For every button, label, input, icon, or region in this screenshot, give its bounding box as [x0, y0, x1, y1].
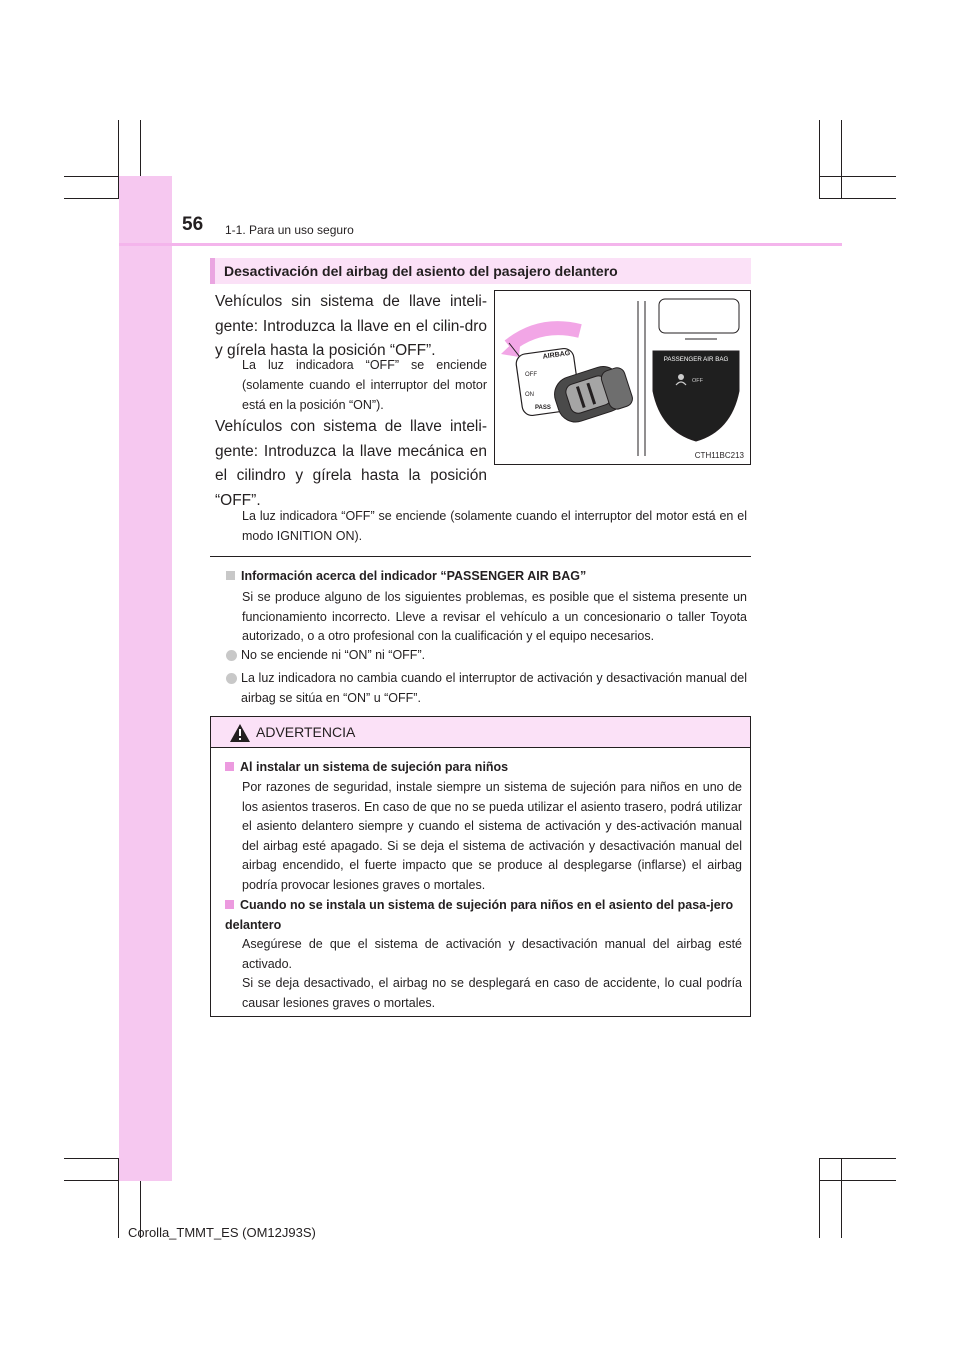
key-switch-drawing: [495, 291, 751, 465]
side-color-band: [119, 176, 172, 1181]
warning-item-text: Por razones de seguridad, instale siempre un sistema de sujeción para niños en uno de los asientos traseros. En caso de que no se pueda utilizar el asiento trasero, podrá utilizar el asiento delantero siempre y cuando el sistema de activación y des-activación manual del airbag esté apagado. Si se deja el sistema de activación y desactivación manual del airbag encendido, el fuerte impacto que se produce al desplegarse (inflarse) el airbag podría provocar lesiones graves o mortales.: [242, 780, 742, 892]
bullet-icon: [226, 650, 237, 661]
switch-airbag-label: AIRBAG: [542, 349, 571, 361]
warning-item-title: [225, 758, 745, 778]
header-rule: [119, 243, 842, 246]
info-heading: [226, 569, 586, 583]
crop-mark: [819, 1180, 896, 1181]
figure-code: CTH11BC213: [694, 451, 744, 460]
crop-mark: [819, 1158, 820, 1238]
indicator-off-label: OFF: [692, 378, 703, 384]
switch-off-label: OFF: [525, 372, 537, 378]
crop-mark: [841, 1158, 842, 1238]
crop-mark: [819, 1158, 896, 1159]
section-title: Desactivación del airbag del asiento del pasajero delantero: [210, 258, 751, 284]
switch-on-label: ON: [525, 392, 534, 398]
info-paragraph: Si se produce alguno de los siguientes problemas, es posible que el sistema presente un funcionamiento incorrecto. Lleve a revisar el vehículo a un concesionario o taller Toyota autorizado, o a otro profesional con la cualificación y el equipo necesarios.: [242, 590, 747, 643]
list-item-text: No se enciende ni “ON” ni “OFF”.: [241, 648, 426, 662]
warning-item-title-text: Al instalar un sistema de sujeción para niños: [240, 760, 509, 774]
crop-mark: [819, 198, 896, 199]
smart-key-note: La luz indicadora “OFF” se enciende (solamente cuando el interruptor del motor está en el modo IGNITION ON).: [242, 509, 747, 543]
warning-item-text: Asegúrese de que el sistema de activación y desactivación manual del airbag esté activado.: [242, 937, 742, 971]
list-item: [226, 669, 747, 708]
smart-key-instruction: Vehículos con sistema de llave inteli-gente: Introduzca la llave mecánica en el cilindro y gírela hasta la posición “OFF”.: [215, 418, 487, 509]
warning-item-text: Si se deja desactivado, el airbag no se desplegará en caso de accidente, lo cual podría causar lesiones graves o mortales.: [242, 976, 742, 1010]
crop-mark: [819, 176, 896, 177]
page-number: 56: [182, 214, 204, 235]
section-divider: [210, 556, 751, 557]
info-heading-text: Información acerca del indicador “PASSENGER AIR BAG”: [241, 569, 587, 583]
warning-item-title-text: Cuando no se instala un sistema de sujeción para niños en el asiento del pasa-jero delantero: [225, 898, 734, 932]
panel-label: PASSENGER AIR BAG: [663, 356, 729, 363]
square-bullet-icon: [225, 762, 234, 771]
list-item-text: La luz indicadora no cambia cuando el interruptor de activación y desactivación manual del airbag se sitúa en “ON” u “OFF”.: [241, 671, 747, 705]
square-bullet-icon: [225, 900, 234, 909]
chapter-heading: 1-1. Para un uso seguro: [225, 223, 354, 237]
crop-mark: [841, 120, 842, 199]
warning-header: [211, 717, 750, 748]
airbag-switch-illustration: [494, 290, 751, 465]
keyless-note: La luz indicadora “OFF” se enciende (solamente cuando el interruptor del motor está en la posición “ON”).: [242, 358, 487, 412]
warning-item-title: [225, 896, 745, 935]
warning-label: ADVERTENCIA: [256, 724, 356, 740]
keyless-instruction: Vehículos sin sistema de llave inteli-gente: Introduzca la llave en el cilin-dro y gírela hasta la posición “OFF”.: [215, 293, 487, 359]
footer-text: Corolla_TMMT_ES (OM12J93S): [128, 1225, 316, 1240]
switch-pass-label: PASS: [535, 405, 551, 411]
bullet-icon: [226, 673, 237, 684]
warning-triangle-icon: [229, 723, 251, 743]
square-bullet-icon: [226, 571, 235, 580]
list-item: [226, 646, 747, 666]
warning-box: [210, 716, 751, 1017]
crop-mark: [819, 120, 820, 199]
